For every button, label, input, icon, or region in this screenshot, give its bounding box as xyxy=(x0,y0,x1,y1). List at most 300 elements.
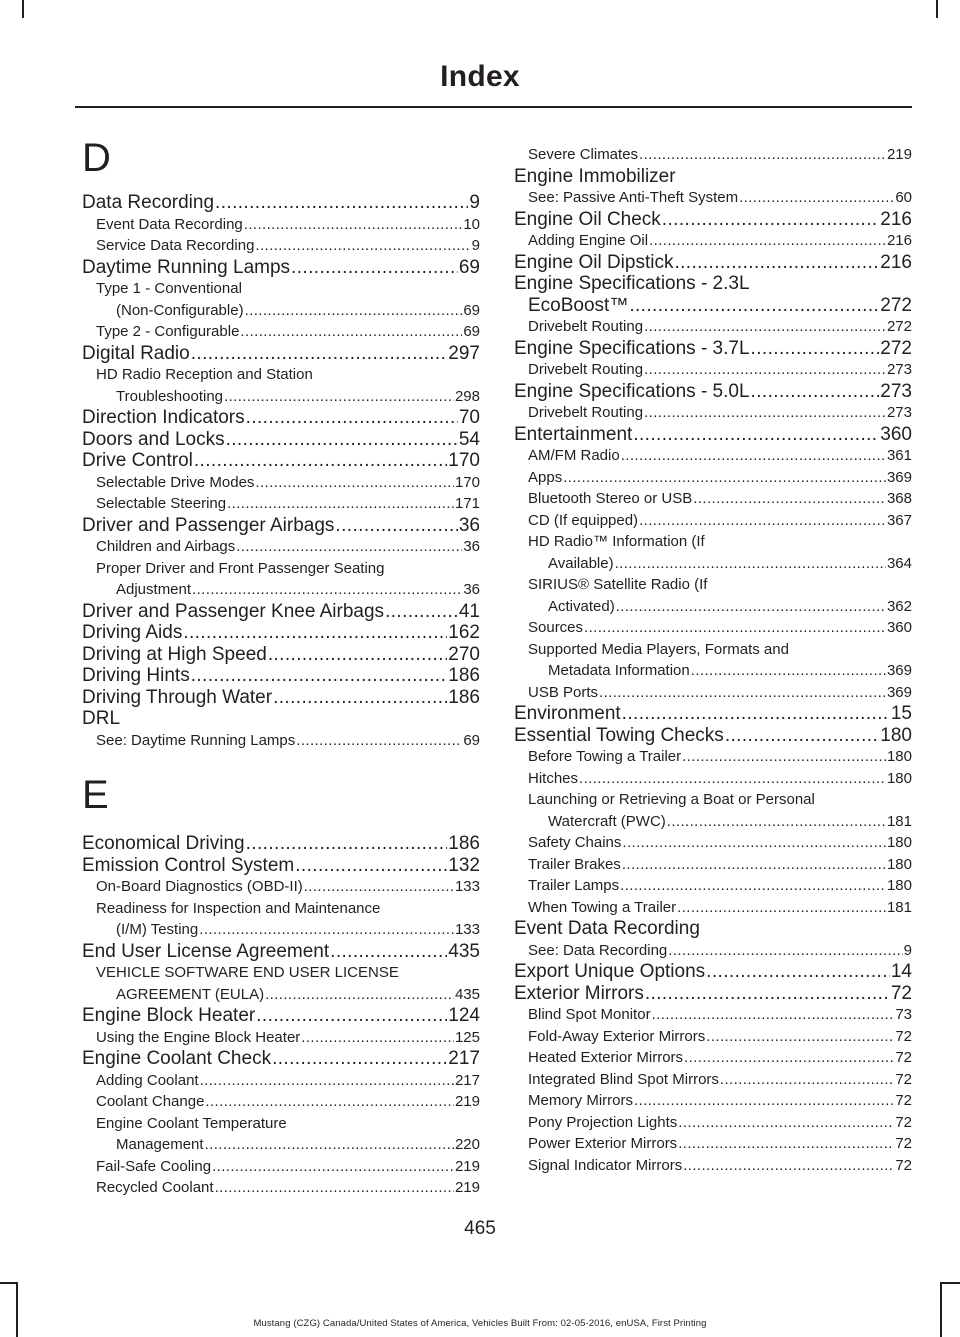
page-reference[interactable]: 297 xyxy=(448,342,480,364)
dot-leader xyxy=(684,1047,894,1069)
index-subentry[interactable] xyxy=(82,1070,480,1092)
page-reference[interactable]: 72 xyxy=(895,1049,912,1066)
index-subentry[interactable] xyxy=(82,1177,480,1199)
index-subentry xyxy=(514,531,912,553)
entry-label: Type 2 - Configurable xyxy=(96,323,240,340)
index-entry[interactable] xyxy=(82,622,480,644)
index-subentry[interactable] xyxy=(82,579,480,601)
index-entry[interactable] xyxy=(82,450,480,472)
entry-label: (I/M) Testing xyxy=(116,921,199,938)
index-subentry[interactable] xyxy=(514,1004,912,1026)
page-reference[interactable]: 360 xyxy=(886,619,912,636)
page-reference[interactable]: 36 xyxy=(463,581,480,598)
index-entry[interactable] xyxy=(514,983,912,1005)
dot-leader xyxy=(639,144,886,166)
index-entry[interactable] xyxy=(82,644,480,666)
entry-label: Heated Exterior Mirrors xyxy=(528,1049,684,1066)
dot-leader xyxy=(667,811,886,833)
page-reference[interactable]: 72 xyxy=(895,1135,912,1152)
index-entry[interactable] xyxy=(82,257,480,279)
dot-leader xyxy=(683,1155,894,1177)
page-reference[interactable]: 133 xyxy=(454,921,480,938)
index-entry[interactable] xyxy=(82,665,480,687)
entry-label: Selectable Steering xyxy=(96,495,227,512)
dot-leader xyxy=(200,1070,454,1092)
index-entry[interactable] xyxy=(514,961,912,983)
dot-leader xyxy=(579,768,886,790)
page-reference[interactable]: 361 xyxy=(886,447,912,464)
index-subentry[interactable] xyxy=(514,230,912,252)
page-reference[interactable]: 180 xyxy=(880,724,912,746)
page-reference[interactable]: 181 xyxy=(886,812,912,830)
dot-leader xyxy=(265,984,454,1006)
entry-label: EcoBoost™ xyxy=(528,294,629,316)
index-subentry[interactable] xyxy=(82,214,480,236)
page-reference[interactable]: 54 xyxy=(458,428,480,450)
index-subentry[interactable] xyxy=(514,1026,912,1048)
page-reference[interactable]: 133 xyxy=(454,878,480,895)
entry-label: Blind Spot Monitor xyxy=(528,1006,651,1023)
index-entry xyxy=(514,918,912,940)
index-subentry[interactable] xyxy=(82,300,480,322)
dot-leader xyxy=(644,359,886,381)
dot-leader xyxy=(621,445,886,467)
entry-label: Type 1 - Conventional xyxy=(96,280,242,297)
page-reference[interactable]: 369 xyxy=(886,662,912,679)
entry-label: Engine Immobilizer xyxy=(514,165,676,187)
entry-label: Engine Specifications - 2.3L xyxy=(514,273,750,294)
index-subentry[interactable] xyxy=(514,295,912,317)
index-subentry[interactable] xyxy=(514,1090,912,1112)
dot-leader xyxy=(191,343,448,365)
page-reference[interactable]: 367 xyxy=(886,511,912,529)
page-reference[interactable]: 180 xyxy=(886,769,912,787)
page-reference[interactable]: 273 xyxy=(886,404,912,421)
dot-leader xyxy=(634,1090,894,1112)
page-reference[interactable]: 9 xyxy=(469,192,480,213)
entry-label: Drivebelt Routing xyxy=(528,361,644,378)
entry-label: Integrated Blind Spot Mirrors xyxy=(528,1070,719,1088)
dot-leader xyxy=(677,897,886,919)
entry-label: Bluetooth Stereo or USB xyxy=(528,490,693,507)
page-reference[interactable]: 15 xyxy=(890,703,912,724)
dot-leader xyxy=(245,300,463,322)
index-subentry[interactable] xyxy=(514,553,912,575)
index-subentry[interactable] xyxy=(514,897,912,919)
page-reference[interactable]: 272 xyxy=(880,294,912,316)
entry-label: Before Towing a Trailer xyxy=(528,748,682,765)
entry-label: Children and Airbags xyxy=(96,538,236,555)
dot-leader xyxy=(304,876,454,898)
dot-leader xyxy=(255,235,470,257)
dot-leader xyxy=(183,622,447,644)
dot-leader xyxy=(615,553,886,575)
entry-label: Driving Hints xyxy=(82,665,190,686)
dot-leader xyxy=(599,682,886,704)
index-subentry[interactable] xyxy=(514,940,912,962)
page-reference[interactable]: 181 xyxy=(886,898,912,916)
page-reference[interactable]: 186 xyxy=(448,833,480,854)
page-reference[interactable]: 273 xyxy=(880,380,912,402)
entry-label: Engine Coolant Temperature xyxy=(96,1114,287,1132)
index-subentry[interactable] xyxy=(514,1155,912,1177)
entry-label: HD Radio Reception and Station xyxy=(96,366,313,383)
entry-label: Management xyxy=(116,1136,204,1153)
page-reference[interactable]: 364 xyxy=(886,554,912,572)
entry-label: Using the Engine Block Heater xyxy=(96,1028,301,1046)
page-reference[interactable]: 216 xyxy=(886,232,912,249)
index-subentry[interactable] xyxy=(82,1156,480,1178)
entry-label: Daytime Running Lamps xyxy=(82,256,291,278)
dot-leader xyxy=(682,746,886,768)
entry-label: Export Unique Options xyxy=(514,961,706,982)
dot-leader xyxy=(678,1133,894,1155)
index-subentry xyxy=(514,789,912,811)
index-subentry[interactable] xyxy=(514,510,912,532)
page-reference[interactable]: 72 xyxy=(895,1092,912,1109)
index-entry[interactable] xyxy=(514,381,912,403)
index-entry[interactable] xyxy=(514,725,912,747)
entry-label: Exterior Mirrors xyxy=(514,982,644,1004)
dot-leader xyxy=(645,983,890,1005)
index-subentry[interactable] xyxy=(514,144,912,166)
entry-label: Proper Driver and Front Passenger Seating xyxy=(96,559,385,577)
index-entry[interactable] xyxy=(82,429,480,451)
index-entry[interactable] xyxy=(82,515,480,537)
index-subentry[interactable] xyxy=(514,875,912,897)
index-subentry[interactable] xyxy=(514,402,912,424)
page-reference[interactable]: 70 xyxy=(458,407,480,428)
dot-leader xyxy=(205,1134,454,1156)
page-reference[interactable]: 217 xyxy=(454,1071,480,1089)
entry-label: Apps xyxy=(528,468,563,486)
index-subentry xyxy=(82,558,480,580)
page-footer: Mustang (CZG) Canada/United States of America, Vehicles Built From: 02-05-2016, enUSA, First Printing xyxy=(253,1318,707,1329)
page-reference[interactable]: 171 xyxy=(454,495,480,512)
page-reference[interactable]: 180 xyxy=(886,748,912,765)
index-subentry xyxy=(82,1113,480,1135)
index-column-right xyxy=(514,144,912,1176)
page-reference[interactable]: 180 xyxy=(886,834,912,851)
dot-leader xyxy=(622,832,886,854)
dot-leader xyxy=(224,386,454,408)
index-entry xyxy=(514,166,912,188)
entry-label: Engine Block Heater xyxy=(82,1005,256,1026)
index-subentry[interactable] xyxy=(82,919,480,941)
page-reference[interactable]: 219 xyxy=(886,146,912,163)
index-subentry[interactable] xyxy=(82,1091,480,1113)
index-subentry[interactable] xyxy=(514,445,912,467)
entry-label: Drive Control xyxy=(82,450,193,471)
entry-label: End User License Agreement xyxy=(82,940,330,962)
page-reference[interactable]: 272 xyxy=(880,337,912,359)
dot-leader xyxy=(668,940,902,962)
index-subentry[interactable] xyxy=(514,682,912,704)
page-reference[interactable]: 272 xyxy=(886,318,912,335)
page-reference[interactable]: 220 xyxy=(454,1136,480,1153)
entry-label: CD (If equipped) xyxy=(528,511,639,529)
index-subentry[interactable] xyxy=(514,596,912,618)
index-subentry xyxy=(82,898,480,920)
crop-mark-bottom-right xyxy=(940,1282,960,1284)
page-reference[interactable]: 69 xyxy=(458,256,480,278)
entry-label: Supported Media Players, Formats and xyxy=(528,640,789,658)
page-reference[interactable]: 219 xyxy=(454,1179,480,1196)
page-reference[interactable]: 217 xyxy=(448,1048,480,1069)
page-reference[interactable]: 72 xyxy=(895,1156,912,1174)
entry-label: Coolant Change xyxy=(96,1093,205,1110)
index-subentry[interactable] xyxy=(82,730,480,752)
index-entry[interactable] xyxy=(82,407,480,429)
entry-label: SIRIUS® Satellite Radio (If xyxy=(528,576,708,593)
page-reference[interactable]: 10 xyxy=(463,215,480,233)
index-subentry[interactable] xyxy=(82,235,480,257)
entry-label: Driving Aids xyxy=(82,622,183,643)
page-reference[interactable]: 273 xyxy=(886,361,912,378)
index-entry[interactable] xyxy=(514,209,912,231)
entry-label: Engine Coolant Check xyxy=(82,1048,272,1069)
index-subentry[interactable] xyxy=(514,1112,912,1134)
page-reference[interactable]: 216 xyxy=(880,251,912,273)
index-subentry[interactable] xyxy=(82,984,480,1006)
entry-label: Activated) xyxy=(548,597,615,615)
dot-leader xyxy=(236,536,462,558)
index-subentry[interactable] xyxy=(82,472,480,494)
entry-label: Adding Engine Oil xyxy=(528,232,649,249)
entry-label: Power Exterior Mirrors xyxy=(528,1135,678,1152)
entry-label: Event Data Recording xyxy=(96,215,243,233)
dot-leader xyxy=(273,687,447,709)
entry-label: Drivebelt Routing xyxy=(528,318,644,335)
entry-label: Available) xyxy=(548,554,614,572)
crop-mark-top-left xyxy=(22,0,24,18)
page-reference[interactable]: 73 xyxy=(895,1006,912,1023)
index-subentry[interactable] xyxy=(514,1069,912,1091)
page-reference[interactable]: 69 xyxy=(463,323,480,340)
dot-leader xyxy=(616,596,886,618)
index-subentry[interactable] xyxy=(514,811,912,833)
page-reference[interactable]: 69 xyxy=(463,731,480,749)
index-column-left xyxy=(82,134,480,1199)
dot-leader xyxy=(678,1112,894,1134)
index-entry[interactable] xyxy=(514,338,912,360)
page-reference[interactable]: 435 xyxy=(454,985,480,1003)
dot-leader xyxy=(295,855,447,877)
index-subentry[interactable] xyxy=(82,386,480,408)
index-subentry[interactable] xyxy=(514,617,912,639)
crop-mark-top-right xyxy=(936,0,938,18)
dot-leader xyxy=(227,493,454,515)
page-reference[interactable]: 60 xyxy=(895,189,912,206)
page-reference[interactable]: 298 xyxy=(454,387,480,405)
entry-label: Signal Indicator Mirrors xyxy=(528,1156,683,1174)
page-reference[interactable]: 9 xyxy=(903,941,912,959)
index-subentry[interactable] xyxy=(82,876,480,898)
page-reference[interactable]: 180 xyxy=(886,855,912,873)
index-subentry[interactable] xyxy=(82,536,480,558)
page-reference[interactable]: 435 xyxy=(448,940,480,962)
dot-leader xyxy=(706,961,890,983)
dot-leader xyxy=(725,725,879,747)
page-reference[interactable]: 270 xyxy=(448,643,480,665)
page-reference[interactable]: 369 xyxy=(886,683,912,701)
entry-label: Engine Specifications - 5.0L xyxy=(514,380,750,402)
index-subentry[interactable] xyxy=(82,1027,480,1049)
index-subentry[interactable] xyxy=(514,768,912,790)
dot-leader xyxy=(192,579,462,601)
entry-label: HD Radio™ Information (If xyxy=(528,533,705,550)
entry-label: See: Data Recording xyxy=(528,941,668,959)
index-subentry[interactable] xyxy=(514,746,912,768)
page-reference[interactable]: 360 xyxy=(880,423,912,445)
index-subentry xyxy=(82,962,480,984)
title-rule xyxy=(75,106,912,108)
dot-leader xyxy=(629,295,879,317)
entry-label: Driver and Passenger Knee Airbags xyxy=(82,600,385,622)
index-subentry[interactable] xyxy=(514,187,912,209)
index-entry[interactable] xyxy=(82,343,480,365)
entry-label: Hitches xyxy=(528,769,579,787)
entry-label: Pony Projection Lights xyxy=(528,1113,678,1131)
index-entry[interactable] xyxy=(514,252,912,274)
index-subentry[interactable] xyxy=(514,467,912,489)
dot-leader xyxy=(244,214,463,236)
index-entry[interactable] xyxy=(82,601,480,623)
dot-leader xyxy=(191,665,448,687)
entry-label: Service Data Recording xyxy=(96,237,255,254)
dot-leader xyxy=(751,338,880,360)
dot-leader xyxy=(240,321,462,343)
index-subentry[interactable] xyxy=(82,1134,480,1156)
page-reference[interactable]: 72 xyxy=(895,1113,912,1131)
entry-label: Direction Indicators xyxy=(82,407,245,428)
index-subentry xyxy=(82,278,480,300)
index-subentry[interactable] xyxy=(514,359,912,381)
entry-label: Metadata Information xyxy=(548,662,690,679)
entry-label: Economical Driving xyxy=(82,833,245,854)
page-reference[interactable]: 216 xyxy=(880,208,912,230)
index-entry[interactable] xyxy=(82,687,480,709)
index-entry[interactable] xyxy=(82,1048,480,1070)
index-subentry[interactable] xyxy=(514,660,912,682)
entry-label: Doors and Locks xyxy=(82,428,225,450)
page-reference[interactable]: 36 xyxy=(458,514,480,536)
page-reference[interactable]: 186 xyxy=(448,686,480,708)
entry-label: Engine Specifications - 3.7L xyxy=(514,337,750,359)
index-entry[interactable] xyxy=(82,833,480,855)
dot-leader xyxy=(246,407,458,429)
page-reference[interactable]: 186 xyxy=(448,665,480,686)
dot-leader xyxy=(691,660,886,682)
index-subentry[interactable] xyxy=(514,1047,912,1069)
dot-leader xyxy=(662,209,880,231)
index-entry[interactable] xyxy=(514,703,912,725)
entry-label: Adding Coolant xyxy=(96,1071,199,1089)
entry-label: Entertainment xyxy=(514,423,633,445)
index-entry[interactable] xyxy=(82,855,480,877)
index-entry[interactable] xyxy=(82,192,480,214)
entry-label: Event Data Recording xyxy=(514,918,700,939)
page-reference[interactable]: 132 xyxy=(448,854,480,876)
index-subentry[interactable] xyxy=(82,321,480,343)
entry-label: Recycled Coolant xyxy=(96,1179,214,1196)
entry-label: Data Recording xyxy=(82,192,215,213)
index-entry[interactable] xyxy=(514,424,912,446)
page-number: 465 xyxy=(464,1218,496,1239)
page-reference[interactable]: 368 xyxy=(886,490,912,507)
entry-label: USB Ports xyxy=(528,683,599,701)
page-reference[interactable]: 170 xyxy=(454,473,480,491)
entry-label: Memory Mirrors xyxy=(528,1092,633,1109)
entry-label: VEHICLE SOFTWARE END USER LICENSE xyxy=(96,964,399,981)
entry-label: (Non-Configurable) xyxy=(116,301,244,319)
dot-leader xyxy=(652,1004,895,1026)
index-subentry[interactable] xyxy=(514,854,912,876)
page-reference[interactable]: 362 xyxy=(886,597,912,615)
page-reference[interactable]: 72 xyxy=(890,982,912,1004)
page-reference[interactable]: 219 xyxy=(454,1157,480,1175)
page-reference[interactable]: 369 xyxy=(886,468,912,486)
index-subentry xyxy=(514,574,912,596)
entry-label: Fail-Safe Cooling xyxy=(96,1157,212,1175)
entry-label: Emission Control System xyxy=(82,854,295,876)
dot-leader xyxy=(272,1048,447,1070)
entry-label: Environment xyxy=(514,703,621,724)
entry-label: Fold-Away Exterior Mirrors xyxy=(528,1027,706,1045)
dot-leader xyxy=(622,854,886,876)
index-subentry[interactable] xyxy=(514,488,912,510)
page-reference[interactable]: 180 xyxy=(886,877,912,894)
index-subentry[interactable] xyxy=(514,1133,912,1155)
page-reference[interactable]: 72 xyxy=(895,1027,912,1045)
entry-label: Selectable Drive Modes xyxy=(96,473,255,491)
page-reference[interactable]: 72 xyxy=(895,1070,912,1088)
dot-leader xyxy=(335,515,457,537)
dot-leader xyxy=(644,402,886,424)
dot-leader xyxy=(199,919,454,941)
dot-leader xyxy=(644,316,886,338)
page-reference[interactable]: 124 xyxy=(448,1005,480,1026)
page-reference[interactable]: 69 xyxy=(463,301,480,319)
page-title: Index xyxy=(440,60,520,93)
page-reference[interactable]: 162 xyxy=(448,622,480,643)
index-subentry[interactable] xyxy=(514,832,912,854)
page-reference[interactable]: 9 xyxy=(471,237,480,254)
index-entry[interactable] xyxy=(82,1005,480,1027)
dot-leader xyxy=(674,252,879,274)
entry-label: Engine Oil Check xyxy=(514,208,661,230)
dot-leader xyxy=(649,230,886,252)
dot-leader xyxy=(226,429,458,451)
entry-label: AM/FM Radio xyxy=(528,447,620,464)
dot-leader xyxy=(296,730,462,752)
entry-label: When Towing a Trailer xyxy=(528,898,677,916)
page-reference[interactable]: 125 xyxy=(454,1028,480,1046)
index-subentry[interactable] xyxy=(82,493,480,515)
index-section-letter: D xyxy=(82,136,111,180)
index-subentry[interactable] xyxy=(514,316,912,338)
page-reference[interactable]: 170 xyxy=(448,450,480,471)
dot-leader xyxy=(268,644,447,666)
page-reference[interactable]: 14 xyxy=(890,961,912,982)
entry-label: See: Passive Anti-Theft System xyxy=(528,189,739,206)
entry-label: Troubleshooting xyxy=(116,387,224,405)
index-entry[interactable] xyxy=(82,941,480,963)
page-reference[interactable]: 219 xyxy=(454,1093,480,1110)
page-reference[interactable]: 41 xyxy=(458,600,480,622)
entry-label: Essential Towing Checks xyxy=(514,724,724,746)
page-reference[interactable]: 36 xyxy=(463,538,480,555)
